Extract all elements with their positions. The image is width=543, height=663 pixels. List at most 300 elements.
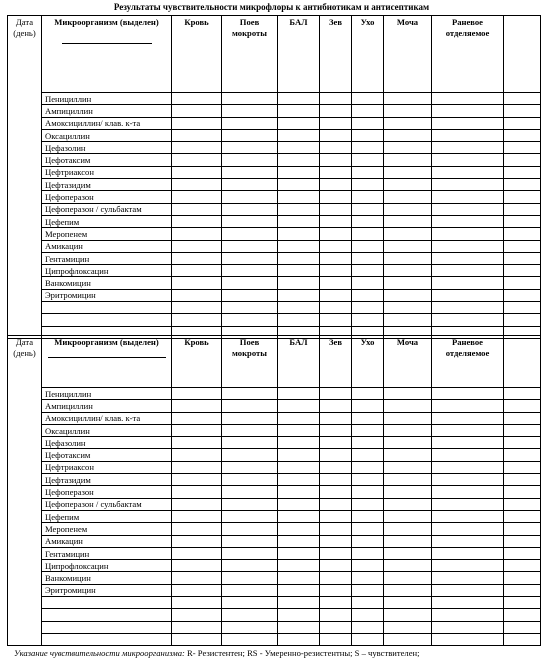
- result-cell[interactable]: [222, 572, 278, 584]
- result-cell[interactable]: [172, 609, 222, 621]
- result-cell[interactable]: [320, 437, 352, 449]
- result-cell[interactable]: [278, 117, 320, 129]
- result-cell[interactable]: [222, 424, 278, 436]
- result-cell[interactable]: [320, 129, 352, 141]
- result-cell[interactable]: [320, 474, 352, 486]
- result-cell[interactable]: [222, 621, 278, 633]
- result-cell[interactable]: [278, 277, 320, 289]
- result-cell[interactable]: [320, 265, 352, 277]
- result-cell[interactable]: [504, 240, 541, 252]
- result-cell[interactable]: [352, 215, 384, 227]
- result-cell[interactable]: [352, 289, 384, 301]
- result-cell[interactable]: [384, 535, 432, 547]
- result-cell[interactable]: [504, 498, 541, 510]
- result-cell[interactable]: [504, 179, 541, 191]
- result-cell[interactable]: [222, 584, 278, 596]
- result-cell[interactable]: [172, 523, 222, 535]
- result-cell[interactable]: [172, 449, 222, 461]
- result-cell[interactable]: [352, 412, 384, 424]
- result-cell[interactable]: [504, 289, 541, 301]
- result-cell[interactable]: [278, 129, 320, 141]
- result-cell[interactable]: [172, 240, 222, 252]
- result-cell[interactable]: [352, 129, 384, 141]
- result-cell[interactable]: [384, 191, 432, 203]
- result-cell[interactable]: [172, 547, 222, 559]
- result-cell[interactable]: [278, 203, 320, 215]
- result-cell[interactable]: [320, 633, 352, 645]
- result-cell[interactable]: [432, 105, 504, 117]
- result-cell[interactable]: [172, 215, 222, 227]
- result-cell[interactable]: [172, 412, 222, 424]
- result-cell[interactable]: [222, 609, 278, 621]
- result-cell[interactable]: [432, 228, 504, 240]
- result-cell[interactable]: [352, 228, 384, 240]
- result-cell[interactable]: [278, 302, 320, 314]
- result-cell[interactable]: [320, 240, 352, 252]
- result-cell[interactable]: [432, 633, 504, 645]
- result-cell[interactable]: [504, 302, 541, 314]
- result-cell[interactable]: [320, 424, 352, 436]
- result-cell[interactable]: [352, 437, 384, 449]
- result-cell[interactable]: [352, 621, 384, 633]
- result-cell[interactable]: [432, 215, 504, 227]
- result-cell[interactable]: [432, 461, 504, 473]
- result-cell[interactable]: [172, 252, 222, 264]
- result-cell[interactable]: [222, 179, 278, 191]
- result-cell[interactable]: [352, 240, 384, 252]
- result-cell[interactable]: [384, 215, 432, 227]
- result-cell[interactable]: [320, 142, 352, 154]
- result-cell[interactable]: [352, 547, 384, 559]
- result-cell[interactable]: [222, 203, 278, 215]
- result-cell[interactable]: [352, 560, 384, 572]
- result-cell[interactable]: [278, 633, 320, 645]
- result-cell[interactable]: [352, 314, 384, 326]
- antibiotic-name-blank[interactable]: [42, 302, 172, 314]
- result-cell[interactable]: [172, 498, 222, 510]
- result-cell[interactable]: [432, 142, 504, 154]
- result-cell[interactable]: [384, 486, 432, 498]
- result-cell[interactable]: [278, 547, 320, 559]
- result-cell[interactable]: [504, 388, 541, 400]
- result-cell[interactable]: [172, 535, 222, 547]
- result-cell[interactable]: [432, 437, 504, 449]
- result-cell[interactable]: [352, 252, 384, 264]
- result-cell[interactable]: [320, 228, 352, 240]
- result-cell[interactable]: [172, 277, 222, 289]
- result-cell[interactable]: [432, 523, 504, 535]
- result-cell[interactable]: [384, 302, 432, 314]
- result-cell[interactable]: [352, 474, 384, 486]
- result-cell[interactable]: [320, 498, 352, 510]
- result-cell[interactable]: [222, 523, 278, 535]
- result-cell[interactable]: [278, 609, 320, 621]
- result-cell[interactable]: [222, 412, 278, 424]
- result-cell[interactable]: [352, 535, 384, 547]
- result-cell[interactable]: [172, 584, 222, 596]
- antibiotic-name-blank[interactable]: [42, 621, 172, 633]
- result-cell[interactable]: [432, 93, 504, 105]
- result-cell[interactable]: [320, 191, 352, 203]
- result-cell[interactable]: [222, 265, 278, 277]
- result-cell[interactable]: [504, 572, 541, 584]
- result-cell[interactable]: [320, 154, 352, 166]
- result-cell[interactable]: [278, 486, 320, 498]
- result-cell[interactable]: [278, 424, 320, 436]
- result-cell[interactable]: [504, 252, 541, 264]
- result-cell[interactable]: [320, 510, 352, 522]
- result-cell[interactable]: [384, 228, 432, 240]
- result-cell[interactable]: [320, 547, 352, 559]
- result-cell[interactable]: [432, 535, 504, 547]
- result-cell[interactable]: [352, 117, 384, 129]
- result-cell[interactable]: [172, 424, 222, 436]
- result-cell[interactable]: [352, 523, 384, 535]
- result-cell[interactable]: [320, 179, 352, 191]
- result-cell[interactable]: [432, 302, 504, 314]
- result-cell[interactable]: [278, 449, 320, 461]
- result-cell[interactable]: [352, 584, 384, 596]
- result-cell[interactable]: [278, 560, 320, 572]
- result-cell[interactable]: [278, 474, 320, 486]
- result-cell[interactable]: [384, 142, 432, 154]
- result-cell[interactable]: [278, 265, 320, 277]
- result-cell[interactable]: [172, 621, 222, 633]
- result-cell[interactable]: [432, 609, 504, 621]
- result-cell[interactable]: [352, 486, 384, 498]
- result-cell[interactable]: [352, 203, 384, 215]
- date-column-cell[interactable]: [8, 16, 42, 339]
- result-cell[interactable]: [172, 302, 222, 314]
- result-cell[interactable]: [172, 560, 222, 572]
- result-cell[interactable]: [504, 621, 541, 633]
- result-cell[interactable]: [320, 215, 352, 227]
- result-cell[interactable]: [278, 388, 320, 400]
- result-cell[interactable]: [320, 105, 352, 117]
- result-cell[interactable]: [504, 584, 541, 596]
- result-cell[interactable]: [504, 154, 541, 166]
- result-cell[interactable]: [278, 584, 320, 596]
- result-cell[interactable]: [504, 277, 541, 289]
- result-cell[interactable]: [384, 93, 432, 105]
- result-cell[interactable]: [222, 215, 278, 227]
- result-cell[interactable]: [352, 154, 384, 166]
- result-cell[interactable]: [384, 474, 432, 486]
- result-cell[interactable]: [352, 302, 384, 314]
- antibiotic-name-blank[interactable]: [42, 633, 172, 645]
- result-cell[interactable]: [278, 510, 320, 522]
- result-cell[interactable]: [222, 142, 278, 154]
- antibiotic-name-blank[interactable]: [42, 597, 172, 609]
- result-cell[interactable]: [222, 633, 278, 645]
- result-cell[interactable]: [352, 265, 384, 277]
- result-cell[interactable]: [222, 474, 278, 486]
- result-cell[interactable]: [278, 461, 320, 473]
- result-cell[interactable]: [278, 191, 320, 203]
- result-cell[interactable]: [172, 228, 222, 240]
- result-cell[interactable]: [222, 498, 278, 510]
- result-cell[interactable]: [384, 633, 432, 645]
- result-cell[interactable]: [384, 203, 432, 215]
- result-cell[interactable]: [222, 449, 278, 461]
- result-cell[interactable]: [432, 510, 504, 522]
- result-cell[interactable]: [172, 289, 222, 301]
- result-cell[interactable]: [278, 289, 320, 301]
- result-cell[interactable]: [504, 609, 541, 621]
- result-cell[interactable]: [384, 105, 432, 117]
- result-cell[interactable]: [352, 179, 384, 191]
- result-cell[interactable]: [384, 510, 432, 522]
- result-cell[interactable]: [222, 117, 278, 129]
- result-cell[interactable]: [320, 523, 352, 535]
- result-cell[interactable]: [320, 277, 352, 289]
- result-cell[interactable]: [384, 597, 432, 609]
- result-cell[interactable]: [278, 597, 320, 609]
- result-cell[interactable]: [504, 449, 541, 461]
- result-cell[interactable]: [432, 424, 504, 436]
- result-cell[interactable]: [432, 498, 504, 510]
- result-cell[interactable]: [432, 240, 504, 252]
- result-cell[interactable]: [222, 289, 278, 301]
- result-cell[interactable]: [384, 117, 432, 129]
- organism-header-cell[interactable]: [42, 336, 172, 388]
- result-cell[interactable]: [172, 179, 222, 191]
- result-cell[interactable]: [320, 461, 352, 473]
- result-cell[interactable]: [504, 486, 541, 498]
- result-cell[interactable]: [320, 400, 352, 412]
- result-cell[interactable]: [384, 424, 432, 436]
- result-cell[interactable]: [172, 461, 222, 473]
- result-cell[interactable]: [384, 609, 432, 621]
- result-cell[interactable]: [432, 560, 504, 572]
- result-cell[interactable]: [320, 572, 352, 584]
- result-cell[interactable]: [222, 535, 278, 547]
- result-cell[interactable]: [504, 424, 541, 436]
- result-cell[interactable]: [504, 314, 541, 326]
- result-cell[interactable]: [172, 633, 222, 645]
- result-cell[interactable]: [504, 560, 541, 572]
- result-cell[interactable]: [504, 437, 541, 449]
- result-cell[interactable]: [384, 584, 432, 596]
- result-cell[interactable]: [352, 449, 384, 461]
- extra-header[interactable]: [504, 16, 541, 93]
- result-cell[interactable]: [384, 314, 432, 326]
- result-cell[interactable]: [172, 474, 222, 486]
- result-cell[interactable]: [504, 597, 541, 609]
- result-cell[interactable]: [384, 240, 432, 252]
- result-cell[interactable]: [320, 388, 352, 400]
- result-cell[interactable]: [432, 191, 504, 203]
- result-cell[interactable]: [222, 400, 278, 412]
- result-cell[interactable]: [432, 129, 504, 141]
- result-cell[interactable]: [222, 302, 278, 314]
- result-cell[interactable]: [504, 117, 541, 129]
- result-cell[interactable]: [352, 277, 384, 289]
- result-cell[interactable]: [432, 597, 504, 609]
- result-cell[interactable]: [384, 523, 432, 535]
- result-cell[interactable]: [278, 535, 320, 547]
- result-cell[interactable]: [172, 314, 222, 326]
- result-cell[interactable]: [222, 560, 278, 572]
- result-cell[interactable]: [278, 621, 320, 633]
- result-cell[interactable]: [278, 228, 320, 240]
- result-cell[interactable]: [172, 486, 222, 498]
- result-cell[interactable]: [278, 314, 320, 326]
- result-cell[interactable]: [320, 597, 352, 609]
- result-cell[interactable]: [352, 388, 384, 400]
- result-cell[interactable]: [172, 191, 222, 203]
- result-cell[interactable]: [432, 203, 504, 215]
- result-cell[interactable]: [352, 400, 384, 412]
- result-cell[interactable]: [278, 498, 320, 510]
- result-cell[interactable]: [222, 240, 278, 252]
- result-cell[interactable]: [172, 265, 222, 277]
- result-cell[interactable]: [222, 129, 278, 141]
- result-cell[interactable]: [320, 584, 352, 596]
- result-cell[interactable]: [384, 388, 432, 400]
- result-cell[interactable]: [278, 142, 320, 154]
- result-cell[interactable]: [384, 252, 432, 264]
- result-cell[interactable]: [320, 93, 352, 105]
- result-cell[interactable]: [320, 302, 352, 314]
- result-cell[interactable]: [432, 289, 504, 301]
- result-cell[interactable]: [172, 105, 222, 117]
- result-cell[interactable]: [504, 474, 541, 486]
- result-cell[interactable]: [278, 215, 320, 227]
- result-cell[interactable]: [432, 314, 504, 326]
- result-cell[interactable]: [172, 203, 222, 215]
- result-cell[interactable]: [384, 166, 432, 178]
- result-cell[interactable]: [432, 388, 504, 400]
- result-cell[interactable]: [278, 572, 320, 584]
- result-cell[interactable]: [432, 166, 504, 178]
- result-cell[interactable]: [432, 400, 504, 412]
- result-cell[interactable]: [384, 547, 432, 559]
- result-cell[interactable]: [172, 142, 222, 154]
- result-cell[interactable]: [222, 314, 278, 326]
- result-cell[interactable]: [172, 117, 222, 129]
- result-cell[interactable]: [352, 461, 384, 473]
- result-cell[interactable]: [320, 535, 352, 547]
- result-cell[interactable]: [222, 252, 278, 264]
- result-cell[interactable]: [384, 560, 432, 572]
- result-cell[interactable]: [320, 609, 352, 621]
- result-cell[interactable]: [384, 179, 432, 191]
- result-cell[interactable]: [352, 510, 384, 522]
- result-cell[interactable]: [384, 461, 432, 473]
- result-cell[interactable]: [278, 523, 320, 535]
- result-cell[interactable]: [432, 474, 504, 486]
- result-cell[interactable]: [384, 277, 432, 289]
- result-cell[interactable]: [352, 609, 384, 621]
- result-cell[interactable]: [352, 93, 384, 105]
- result-cell[interactable]: [504, 400, 541, 412]
- result-cell[interactable]: [352, 166, 384, 178]
- result-cell[interactable]: [222, 547, 278, 559]
- result-cell[interactable]: [352, 424, 384, 436]
- result-cell[interactable]: [504, 461, 541, 473]
- result-cell[interactable]: [504, 215, 541, 227]
- result-cell[interactable]: [504, 203, 541, 215]
- result-cell[interactable]: [432, 621, 504, 633]
- result-cell[interactable]: [278, 179, 320, 191]
- result-cell[interactable]: [384, 498, 432, 510]
- result-cell[interactable]: [384, 265, 432, 277]
- result-cell[interactable]: [172, 437, 222, 449]
- result-cell[interactable]: [432, 584, 504, 596]
- result-cell[interactable]: [222, 437, 278, 449]
- result-cell[interactable]: [384, 449, 432, 461]
- result-cell[interactable]: [222, 105, 278, 117]
- result-cell[interactable]: [172, 166, 222, 178]
- result-cell[interactable]: [278, 400, 320, 412]
- result-cell[interactable]: [352, 597, 384, 609]
- result-cell[interactable]: [432, 252, 504, 264]
- result-cell[interactable]: [320, 449, 352, 461]
- result-cell[interactable]: [222, 388, 278, 400]
- result-cell[interactable]: [504, 129, 541, 141]
- result-cell[interactable]: [504, 523, 541, 535]
- result-cell[interactable]: [432, 572, 504, 584]
- result-cell[interactable]: [384, 400, 432, 412]
- result-cell[interactable]: [222, 191, 278, 203]
- result-cell[interactable]: [320, 621, 352, 633]
- result-cell[interactable]: [172, 154, 222, 166]
- result-cell[interactable]: [172, 572, 222, 584]
- result-cell[interactable]: [222, 93, 278, 105]
- result-cell[interactable]: [432, 265, 504, 277]
- result-cell[interactable]: [504, 166, 541, 178]
- result-cell[interactable]: [384, 289, 432, 301]
- result-cell[interactable]: [278, 252, 320, 264]
- result-cell[interactable]: [172, 597, 222, 609]
- result-cell[interactable]: [384, 621, 432, 633]
- result-cell[interactable]: [320, 314, 352, 326]
- result-cell[interactable]: [172, 510, 222, 522]
- result-cell[interactable]: [320, 203, 352, 215]
- result-cell[interactable]: [222, 486, 278, 498]
- result-cell[interactable]: [278, 105, 320, 117]
- result-cell[interactable]: [384, 129, 432, 141]
- antibiotic-name-blank[interactable]: [42, 609, 172, 621]
- result-cell[interactable]: [172, 129, 222, 141]
- result-cell[interactable]: [504, 633, 541, 645]
- antibiotic-name-blank[interactable]: [42, 314, 172, 326]
- result-cell[interactable]: [222, 277, 278, 289]
- result-cell[interactable]: [352, 105, 384, 117]
- result-cell[interactable]: [222, 510, 278, 522]
- result-cell[interactable]: [222, 597, 278, 609]
- result-cell[interactable]: [278, 412, 320, 424]
- result-cell[interactable]: [432, 154, 504, 166]
- result-cell[interactable]: [320, 166, 352, 178]
- result-cell[interactable]: [352, 572, 384, 584]
- result-cell[interactable]: [278, 93, 320, 105]
- result-cell[interactable]: [384, 154, 432, 166]
- result-cell[interactable]: [320, 560, 352, 572]
- result-cell[interactable]: [504, 93, 541, 105]
- result-cell[interactable]: [504, 228, 541, 240]
- result-cell[interactable]: [384, 572, 432, 584]
- result-cell[interactable]: [320, 486, 352, 498]
- result-cell[interactable]: [172, 93, 222, 105]
- result-cell[interactable]: [504, 142, 541, 154]
- date-column-cell[interactable]: [8, 336, 42, 646]
- result-cell[interactable]: [222, 166, 278, 178]
- result-cell[interactable]: [352, 633, 384, 645]
- result-cell[interactable]: [352, 498, 384, 510]
- result-cell[interactable]: [504, 510, 541, 522]
